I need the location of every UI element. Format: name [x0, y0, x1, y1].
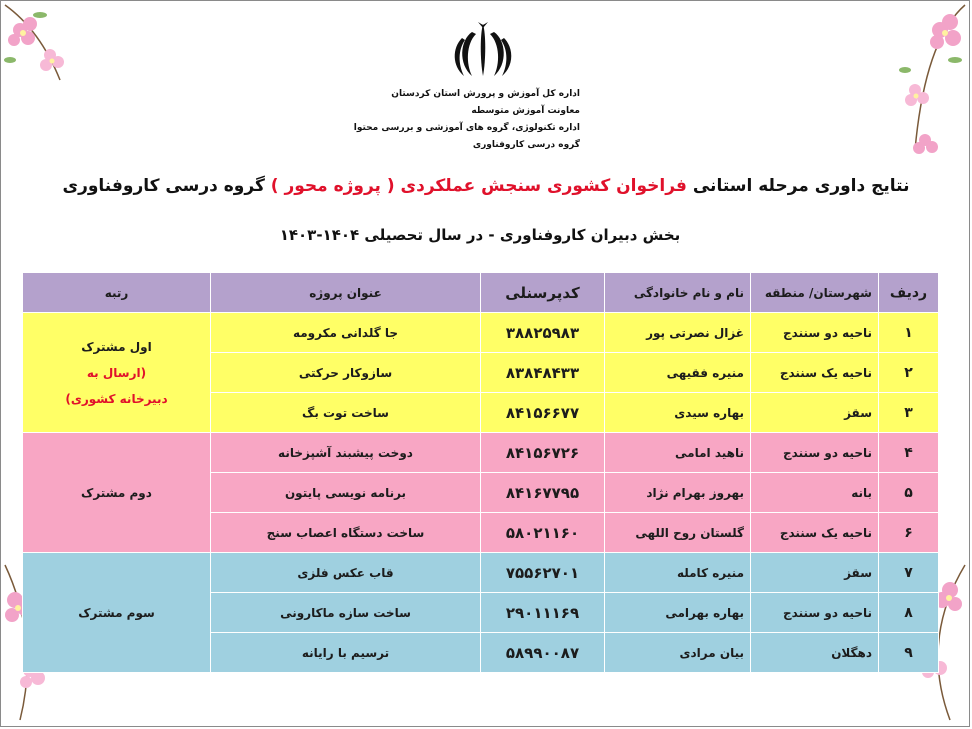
- code-cell: ۸۴۱۶۷۷۹۵: [481, 473, 605, 513]
- header-rank: رتبه: [23, 273, 211, 313]
- flower-decoration-top-left: [0, 0, 90, 110]
- code-cell: ۵۸۹۹۰۰۸۷: [481, 633, 605, 673]
- rank-first-note-1: (ارسال به: [86, 365, 147, 380]
- code-cell: ۵۸۰۲۱۱۶۰: [481, 513, 605, 553]
- name-cell: منیره کامله: [605, 553, 751, 593]
- city-cell: دهگلان: [751, 633, 879, 673]
- flower-decoration-top-right: [815, 0, 972, 160]
- project-cell: برنامه نویسی پایتون: [211, 473, 481, 513]
- code-cell: ۷۵۵۶۲۷۰۱: [481, 553, 605, 593]
- results-table: [22, 272, 939, 673]
- project-cell: دوخت پیشبند آشپزخانه: [211, 433, 481, 473]
- code-cell: ۳۸۸۲۵۹۸۳: [481, 313, 605, 353]
- project-cell: قاب عکس فلزی: [211, 553, 481, 593]
- title-part-2: گروه درسی کاروفناوری: [62, 176, 271, 196]
- city-cell: سقز: [751, 553, 879, 593]
- code-cell: ۲۹۰۱۱۱۶۹: [481, 593, 605, 633]
- title-part-1: نتایج داوری مرحله استانی: [686, 176, 910, 196]
- project-cell: سازوکار حرکتی: [211, 353, 481, 393]
- page-subtitle: بخش دبیران کاروفناوری - در سال تحصیلی ۱۴۰۴-۱۴۰۳: [279, 226, 681, 244]
- row-number: ۳: [879, 393, 939, 433]
- project-cell: ساخت دستگاه اعصاب سنج: [211, 513, 481, 553]
- org-line-4: گروه درسی کاروفناوری: [472, 140, 580, 150]
- code-cell: ۸۴۱۵۶۷۲۶: [481, 433, 605, 473]
- project-cell: جا گلدانی مکرومه: [211, 313, 481, 353]
- row-number: ۲: [879, 353, 939, 393]
- name-cell: ناهید امامی: [605, 433, 751, 473]
- city-cell: ناحیه یک سنندج: [751, 353, 879, 393]
- org-line-3: اداره تکنولوژی، گروه های آموزشی و بررسی محتوا: [353, 123, 580, 133]
- name-cell: گلستان روح اللهی: [605, 513, 751, 553]
- name-cell: منیره فقیهی: [605, 353, 751, 393]
- org-line-1: اداره کل آموزش و پرورش استان کردستان: [391, 89, 580, 99]
- row-number: ۵: [879, 473, 939, 513]
- name-cell: بهروز بهرام نژاد: [605, 473, 751, 513]
- project-cell: ساخت سازه ماکارونی: [211, 593, 481, 633]
- city-cell: ناحیه دو سنندج: [751, 313, 879, 353]
- name-cell: بیان مرادی: [605, 633, 751, 673]
- city-cell: سقز: [751, 393, 879, 433]
- row-number: ۶: [879, 513, 939, 553]
- city-cell: بانه: [751, 473, 879, 513]
- code-cell: ۸۳۸۴۸۴۳۳: [481, 353, 605, 393]
- emblem-logo: [450, 20, 516, 82]
- title-highlight: فراخوان کشوری سنجش عملکردی ( پروژه محور ): [270, 176, 687, 196]
- header-project-title: عنوان پروژه: [211, 273, 481, 313]
- table-row: [23, 313, 939, 353]
- page-title: [30, 176, 942, 196]
- city-cell: ناحیه یک سنندج: [751, 513, 879, 553]
- rank-first-label: اول مشترک: [81, 339, 152, 354]
- name-cell: بهاره سیدی: [605, 393, 751, 433]
- row-number: ۱: [879, 313, 939, 353]
- name-cell: بهاره بهرامی: [605, 593, 751, 633]
- name-cell: غزال نصرتی پور: [605, 313, 751, 353]
- code-cell: ۸۴۱۵۶۶۷۷: [481, 393, 605, 433]
- rank-cell-third: سوم مشترک: [23, 553, 211, 673]
- table-row: [23, 433, 939, 473]
- organization-header: [330, 86, 580, 154]
- row-number: ۴: [879, 433, 939, 473]
- city-cell: ناحیه دو سنندج: [751, 593, 879, 633]
- org-line-2: معاونت آموزش متوسطه: [471, 106, 580, 116]
- header-name: نام و نام خانوادگی: [605, 273, 751, 313]
- project-cell: ساخت توت بگ: [211, 393, 481, 433]
- row-number: ۷: [879, 553, 939, 593]
- row-number: ۸: [879, 593, 939, 633]
- city-cell: ناحیه دو سنندج: [751, 433, 879, 473]
- header-personnel-code: کدپرسنلی: [481, 273, 605, 313]
- project-cell: ترسیم با رایانه: [211, 633, 481, 673]
- rank-first-note-2: دبیرخانه کشوری): [65, 391, 168, 406]
- row-number: ۹: [879, 633, 939, 673]
- rank-cell-second: دوم مشترک: [23, 433, 211, 553]
- rank-cell-first: [23, 313, 211, 433]
- table-header-row: [23, 273, 939, 313]
- header-row-number: ردیف: [879, 273, 939, 313]
- table-row: [23, 553, 939, 593]
- header-city: شهرستان/ منطقه: [751, 273, 879, 313]
